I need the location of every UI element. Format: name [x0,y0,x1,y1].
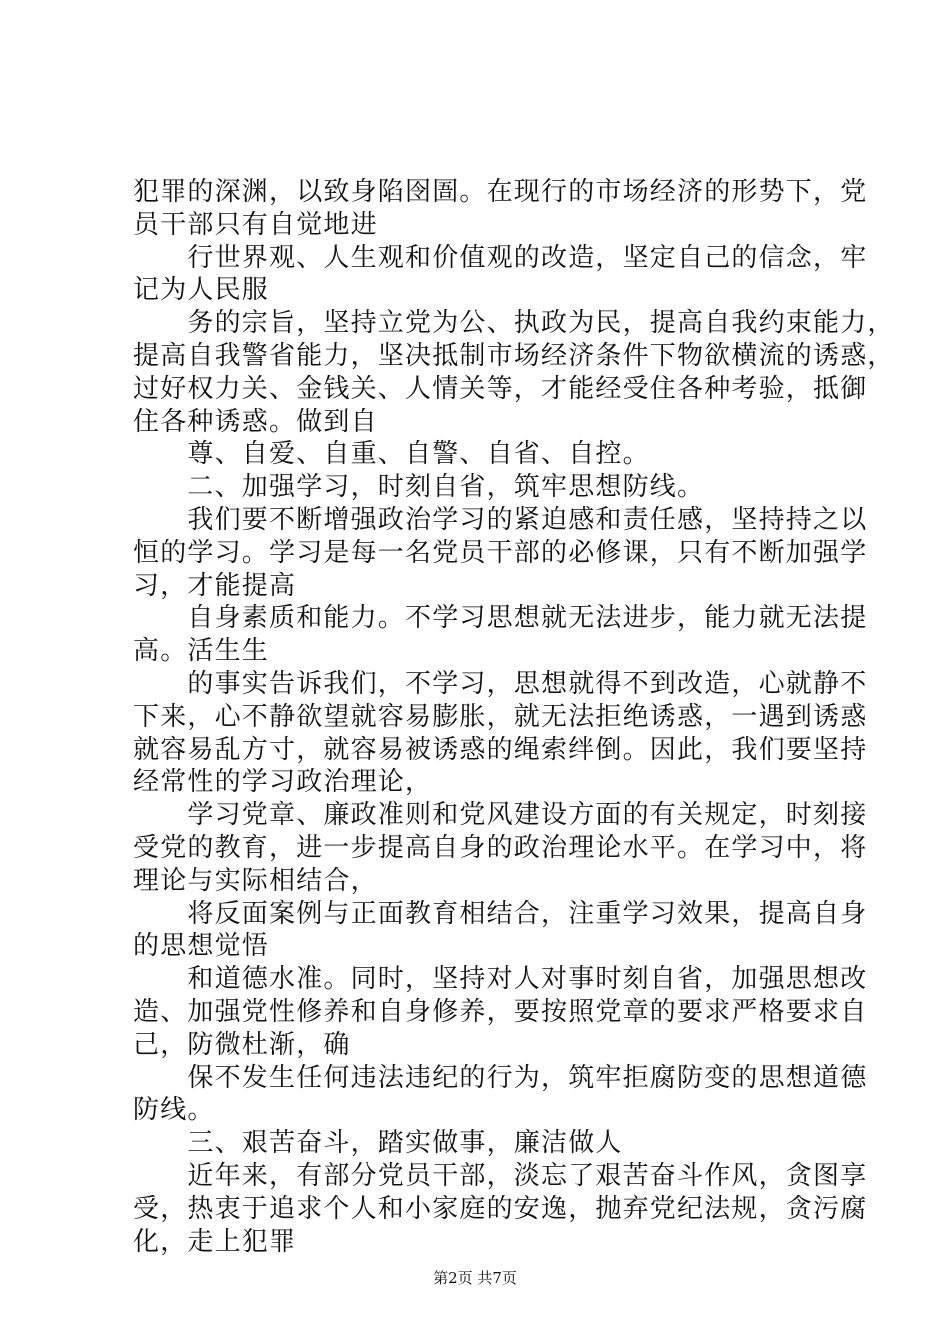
text-line: 我们要不断增强政治学习的紧迫感和责任感，坚持持之以 [187,504,868,535]
text-line: 就容易乱方寸，就容易被诱惑的绳索绊倒。因此，我们要坚持 [133,734,868,765]
text-line: 的思想觉悟 [133,931,270,962]
text-line: 保不发生任何违法违纪的行为，筑牢拒腐防变的思想道德 [187,1062,868,1093]
text-line: 二、加强学习，时刻自省，筑牢思想防线。 [187,472,705,503]
document-body [133,176,895,1258]
text-line: 习，才能提高 [133,570,297,601]
text-line: 近年来，有部分党员干部，淡忘了艰苦奋斗作风，贪图享 [187,1160,868,1191]
text-line: 三、艰苦奋斗，踏实做事，廉洁做人 [187,1128,623,1159]
text-line: 恒的学习。学习是每一名党员干部的必修课，只有不断加强学 [133,537,868,568]
text-line: 过好权力关、金钱关、人情关等，才能经受住各种考验，抵御 [133,373,868,404]
text-line: 受党的教育，进一步提高自身的政治理论水平。在学习中，将 [133,832,868,863]
text-line: 和道德水准。同时，坚持对人对事时刻自省，加强思想改 [187,964,868,995]
text-line: 理论与实际相结合， [133,865,378,896]
text-line: 受，热衷于追求个人和小家庭的安逸，抛弃党纪法规，贪污腐 [133,1193,868,1224]
text-line: 住各种诱惑。做到自 [133,406,378,437]
text-line: 记为人民服 [133,275,270,306]
text-line: 自身素质和能力。不学习思想就无法进步，能力就无法提 [187,603,868,634]
text-line: 下来，心不静欲望就容易膨胀，就无法拒绝诱惑，一遇到诱惑 [133,701,868,732]
text-line: 员干部只有自觉地进 [133,209,378,240]
text-line: 学习党章、廉政准则和党风建设方面的有关规定，时刻接 [187,800,868,831]
text-line: 务的宗旨，坚持立党为公、执政为民，提高自我约束能力， [187,308,895,339]
text-line: 行世界观、人生观和价值观的改造，坚定自己的信念，牢 [187,242,868,273]
text-line: 尊、自爱、自重、自警、自省、自控。 [187,439,650,470]
text-line: 高。活生生 [133,636,270,667]
text-line: 的事实告诉我们，不学习，思想就得不到改造，心就静不 [187,668,868,699]
text-line: 将反面案例与正面教育相结合，注重学习效果，提高自身 [187,898,868,929]
text-line: 己，防微杜渐，确 [133,1029,351,1060]
text-line: 经常性的学习政治理论， [133,767,433,798]
text-line: 提高自我警省能力，坚决抵制市场经济条件下物欲横流的诱惑， [133,340,895,371]
text-line: 防线。 [133,1095,215,1126]
text-line: 化，走上犯罪 [133,1226,297,1257]
text-line: 犯罪的深渊，以致身陷囹圄。在现行的市场经济的形势下，党 [133,177,868,207]
page-number: 第2页 共7页 [433,1269,517,1287]
page-footer [0,1268,950,1288]
text-line: 造、加强党性修养和自身修养，要按照党章的要求严格要求自 [133,996,868,1027]
